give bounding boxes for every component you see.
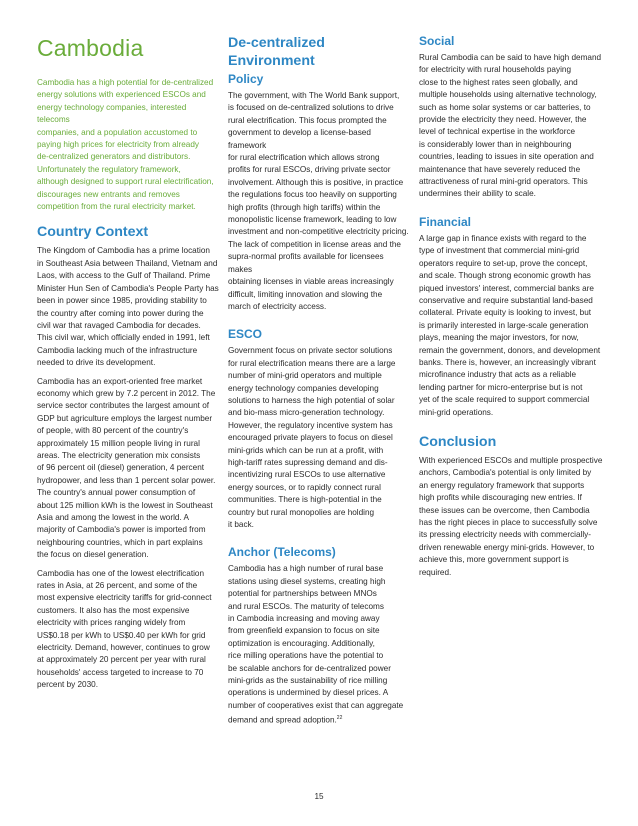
financial-heading: Financial [419, 214, 472, 229]
anchor-telecoms-heading: Anchor (Telecoms) [228, 545, 336, 560]
policy-paragraph: The government, with The World Bank support, is focused on de-centralized solutions to drive rural electrification. This focus prompted the government to develop a license-based framework for rural electrification which allows strong profits for rural ESCOs, driving private sector involvement. Although this is positive, in practice the regulations focus too heavily on supporting high profits (through high tariffs) within the monopolistic license framework, leading to low investment and non-competitive electricity pricing. The lack of competition in license areas and the supra-normal profits available for licensees makes obtaining licenses in viable areas increasingly difficult, limiting innovation and slowing the march of electricity access. [228, 91, 409, 311]
page-title: Cambodia [37, 35, 144, 61]
country-context-heading: Country Context [37, 224, 149, 241]
country-context-paragraph-2: Cambodia has an export-oriented free market economy which grew by 7.2 percent in 2012. The service sector contributes the largest amount of GDP but agriculture employs the largest number of people, with 80 percent of the country's approximately 15 million people living in rural areas. The electricity generation mix consists of 96 percent oil (diesel) generation, 4 percent hydropower, and less than 1 percent solar power. The country's annual power consumption of about 125 million kWh is the lowest in Southeast Asia and among the lowest in the world. A majority of Cambodia's power is imported from neighbouring countries, which in part explains the focus on diesel generation. [37, 376, 216, 560]
esco-paragraph: Government focus on private sector solutions for rural electrification means there are a large number of mini-grid operators and multiple energy technology companies developing solutions to harness the high potential of solar and bio-mass micro-generation technology. However, the regulatory incentive system has encouraged private players to focus on diesel mini-grids which can be run at a profit, with high-tariff rates supressing demand and dis- incentivizing rural ESCOs to use alternative energy sources, or to rapidly connect rural communities. There is high-potential in the country but rural monopolies are holding it back. [228, 346, 396, 529]
conclusion-paragraph: With experienced ESCOs and multiple prospective anchors, Cambodia's potential is only limited by an energy regulatory framework that supports high profits while discouraging new entries. If these issues can be overcome, then Cambodia has the right pieces in place to successfully solve its pressing electricity needs with commercially- driven renewable energy mini-grids. However, to achieve this, more government support is required. [419, 455, 603, 577]
social-heading: Social [419, 34, 455, 48]
country-context-paragraph-3: Cambodia has one of the lowest electrification rates in Asia, at 26 percent, and some of the most expensive electricity tariffs for grid-connect customers. It also has the most expensive electricity with prices ranging widely from US$0.18 per kWh to US$0.40 per kWh for grid electricity. Demand, however, continues to grow at approximately 20 percent per year with rural households' access targeted to increase to 70 percent by 2030. [37, 568, 212, 690]
conclusion-heading: Conclusion [419, 433, 497, 450]
intro-summary: Cambodia has a high potential for de-centralized energy solutions with experienced ESCOs and energy technology companies, interested telecoms companies, and a population accustomed to paying high prices for electricity from already de-centralized generators and distributors. Unfortunately the regulatory framework, although designed to support rural electrification, discourages new entrants and removes competition from the rural electricity market. [37, 78, 214, 212]
anchor-telecoms-text: Cambodia has a high number of rural base stations using diesel systems, creating high potential for partnerships between MNOs and rural ESCOs. The maturity of telecoms in Cambodia increasing and moving away from greenfield expansion to focus on site optimization is encouraging. Additionally, rice milling operations have the potential to be scalable anchors for de-centralized power mini-grids as the sustainability of rice milling operations is undermined by diesel prices. A number of cooperatives exist that can aggregate demand and spread adoption. [228, 564, 404, 726]
financial-paragraph: A large gap in finance exists with regard to the type of investment that commercial mini-grid operators require to set-up, prove the concept, and scale. Though strong economic growth has piqued investors' interest, commercial banks are conservative and require substantial land-based collateral. Private equity is looking to invest, but is primarily interested in large-scale generation plays, meaning the major investors, for now, remain the government, donors, and development banks. There is, however, an increasingly vibrant microfinance industry that acts as a reliable lending partner for micro-enterprise but is not yet of the scale required to support commercial mini-grid operations. [419, 233, 601, 417]
anchor-telecoms-paragraph [228, 563, 410, 727]
decentralized-environment-heading: De-centralized Environment [228, 35, 325, 69]
column-left [37, 34, 219, 698]
social-paragraph: Rural Cambodia can be said to have high demand for electricity with rural households paying close to the highest rates seen globally, and multiple households using alternative technology, such as home solar systems or car batteries, to provide the electricity they need. However, the level of technical expertise in the workforce is considerably lower than in neighbouring countries, leading to issues in site operation and maintenance that have severely reduced the attractiveness of rural mini-grid operators. This undermines their ability to scale. [419, 53, 602, 199]
footnote-marker: 22 [336, 715, 343, 722]
policy-heading: Policy [228, 72, 264, 86]
column-middle [228, 34, 410, 733]
page-number: 15 [314, 792, 324, 801]
country-context-paragraph-1: The Kingdom of Cambodia has a prime location in Southeast Asia between Thailand, Vietnam and Laos, with access to the Gulf of Thailand. Prime Minister Hun Sen of Cambodia's People Party has been in power since 1985, providing stability to the country after coming into power during the civil war that ravaged Cambodia for decades. This civil war, which officially ended in 1991, left Cambodia lacking much of the infrastructure needed to drive its development. [37, 246, 219, 368]
esco-heading: ESCO [228, 327, 263, 342]
column-right [419, 34, 603, 585]
